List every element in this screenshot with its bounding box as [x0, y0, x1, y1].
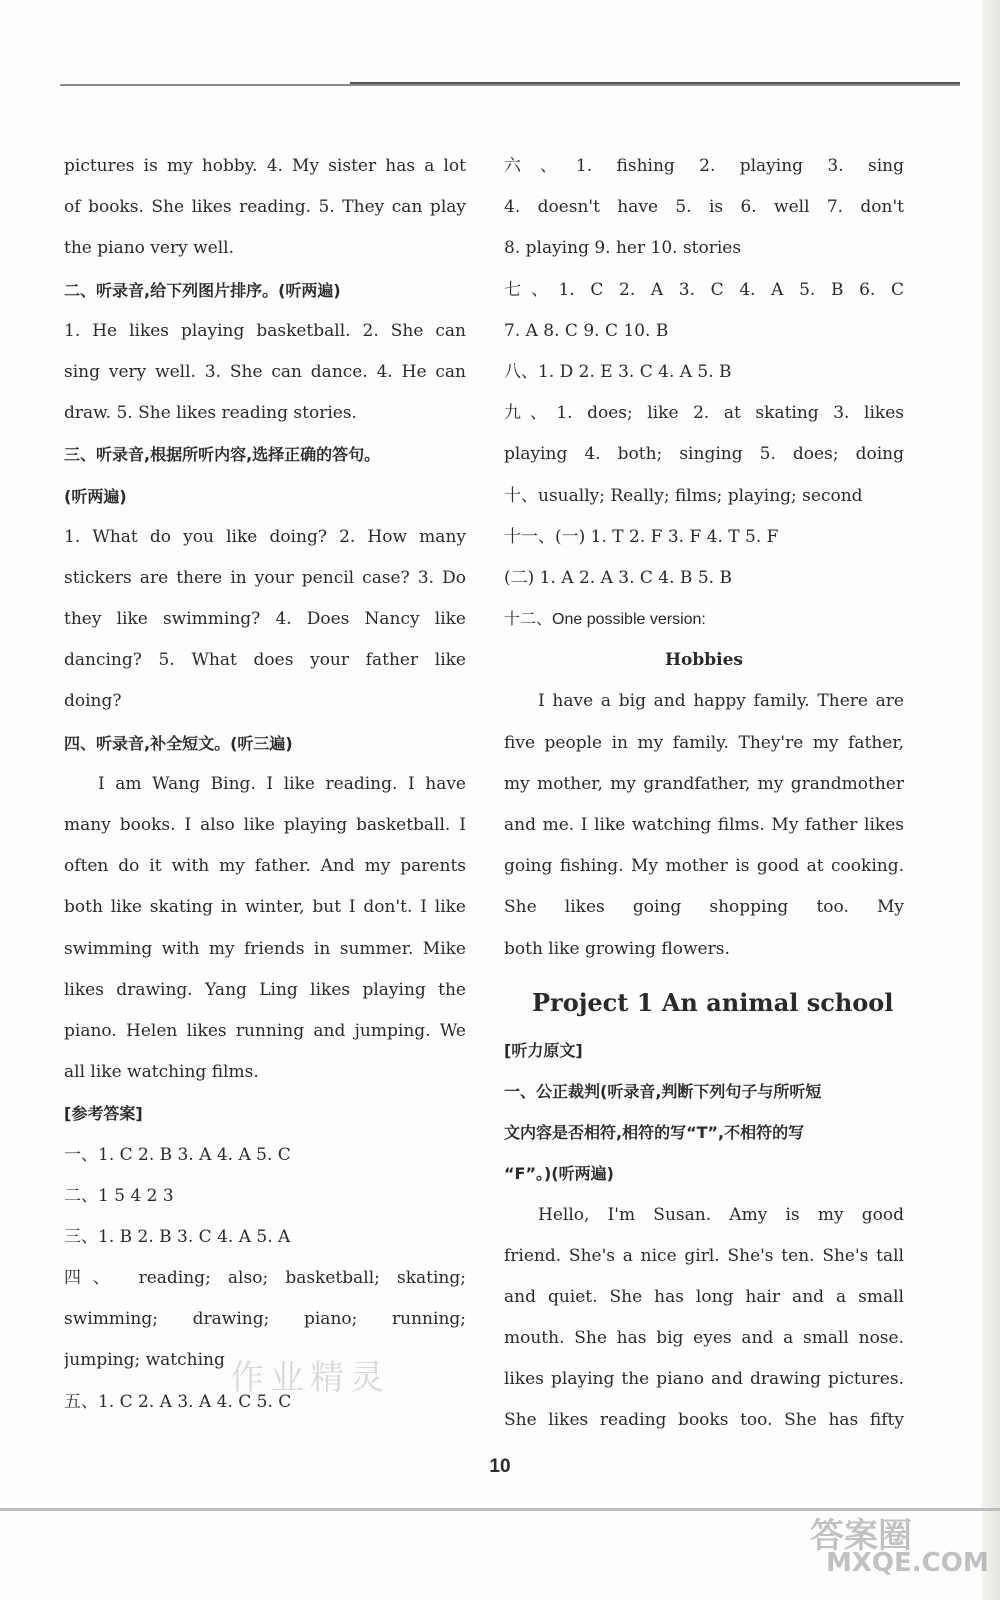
right-column-line: 4. doesn't have 5. is 6. well 7. don't: [504, 197, 904, 218]
right-column-line: 八、1. D 2. E 3. C 4. A 5. B: [504, 361, 732, 382]
left-column-line: 三、听录音,根据所听内容,选择正确的答句。: [64, 445, 381, 465]
right-column-line: She likes going shopping too. My: [504, 897, 904, 918]
right-column-line: “F”。)(听两遍): [504, 1164, 614, 1184]
right-column-line: She likes reading books too. She has fifty: [504, 1410, 904, 1431]
page-spine-shadow: [982, 0, 1000, 1600]
left-column-line: likes drawing. Yang Ling likes playing the: [64, 979, 466, 1000]
right-column-line: [听力原文]: [504, 1040, 583, 1060]
left-column-line: dancing? 5. What does your father like: [64, 650, 466, 671]
top-rule-dark: [350, 82, 960, 84]
right-column-line: mouth. She has big eyes and a small nose.: [504, 1328, 904, 1349]
left-column-line: swimming; drawing; piano; running;: [64, 1309, 466, 1330]
left-column-line: all like watching films.: [64, 1062, 259, 1083]
left-column-line: the piano very well.: [64, 238, 234, 259]
left-column-line: [参考答案]: [64, 1104, 143, 1124]
left-column-line: 1. He likes playing basketball. 2. She can: [64, 320, 466, 341]
right-column-line: and quiet. She has long hair and a small: [504, 1286, 904, 1307]
right-column-line: 十、usually; Really; films; playing; second: [504, 485, 863, 506]
left-column-line: (听两遍): [64, 486, 127, 506]
left-column-line: I am Wang Bing. I like reading. I have: [98, 773, 466, 794]
left-column-line: of books. She likes reading. 5. They can play: [64, 197, 466, 218]
left-column-line: 四、听录音,补全短文。(听三遍): [64, 733, 293, 753]
right-column-line: 8. playing 9. her 10. stories: [504, 238, 742, 259]
left-column-line: often do it with my father. And my parents: [64, 856, 466, 877]
right-column-line: 文内容是否相符,相符的写“T”,不相符的写: [504, 1123, 805, 1143]
left-column-line: many books. I also like playing basketball. I: [64, 815, 466, 835]
right-column-line: I have a big and happy family. There are: [538, 691, 904, 712]
left-column-line: 二、1 5 4 2 3: [64, 1185, 174, 1206]
right-column-line: both like growing flowers.: [504, 938, 730, 959]
right-column-line: 7. A 8. C 9. C 10. B: [504, 320, 669, 341]
left-column-line: pictures is my hobby. 4. My sister has a lot: [64, 156, 466, 176]
watermark-answer-logo: 答案圈: [810, 1516, 912, 1556]
right-column-line: going fishing. My mother is good at cooking.: [504, 856, 904, 877]
left-column-line: draw. 5. She likes reading stories.: [64, 403, 357, 424]
left-column-line: stickers are there in your pencil case? 3. Do: [64, 567, 466, 588]
right-column-line: five people in my family. They're my father,: [504, 732, 904, 753]
right-column-line: 七、1. C 2. A 3. C 4. A 5. B 6. C: [504, 279, 904, 300]
left-column-line: 五、1. C 2. A 3. A 4. C 5. C: [64, 1391, 292, 1412]
left-column-line: 二、听录音,给下列图片排序。(听两遍): [64, 280, 341, 300]
left-column: [64, 146, 466, 1423]
top-rule: [60, 84, 960, 86]
left-column-line: swimming with my friends in summer. Mike: [64, 938, 466, 959]
right-column-line: playing 4. both; singing 5. does; doing: [504, 444, 904, 465]
right-column-line: and me. I like watching films. My father likes: [504, 815, 904, 835]
left-column-line: they like swimming? 4. Does Nancy like: [64, 609, 466, 630]
page-number: 10: [489, 1456, 511, 1477]
right-column-line: my mother, my grandfather, my grandmother: [504, 773, 904, 794]
right-column-line: Hello, I'm Susan. Amy is my good: [538, 1204, 904, 1225]
right-column-line: Project 1 An animal school: [532, 987, 894, 1017]
right-column-line: 九、1. does; like 2. at skating 3. likes: [504, 403, 904, 424]
left-column-line: 四、 reading; also; basketball; skating;: [64, 1268, 466, 1289]
right-column-line: 六、1. fishing 2. playing 3. sing: [504, 156, 904, 176]
left-column-line: both like skating in winter, but I don't. I like: [64, 897, 466, 918]
right-column: [504, 146, 904, 1442]
right-column-line: 十二、One possible version:: [504, 611, 706, 629]
left-column-line: 三、1. B 2. B 3. C 4. A 5. A: [64, 1226, 291, 1247]
right-column-line: (二) 1. A 2. A 3. C 4. B 5. B: [504, 567, 732, 588]
left-column-line: 一、1. C 2. B 3. A 4. A 5. C: [64, 1144, 291, 1165]
watermark-homework: 作业精灵: [230, 1358, 390, 1398]
left-column-line: jumping; watching: [64, 1350, 225, 1371]
left-column-line: doing?: [64, 691, 122, 712]
watermark-site: MXQE.COM: [826, 1548, 989, 1578]
right-column-line: likes playing the piano and drawing pictures.: [504, 1369, 904, 1390]
right-column-line: 十一、(一) 1. T 2. F 3. F 4. T 5. F: [504, 526, 779, 547]
left-column-line: piano. Helen likes running and jumping. We: [64, 1020, 466, 1041]
left-column-line: 1. What do you like doing? 2. How many: [64, 526, 466, 547]
left-column-line: sing very well. 3. She can dance. 4. He can: [64, 361, 466, 382]
right-column-line: friend. She's a nice girl. She's ten. She's tall: [504, 1245, 904, 1266]
right-column-line: 一、公正裁判(听录音,判断下列句子与所听短: [504, 1081, 822, 1101]
right-column-line: Hobbies: [664, 650, 744, 671]
